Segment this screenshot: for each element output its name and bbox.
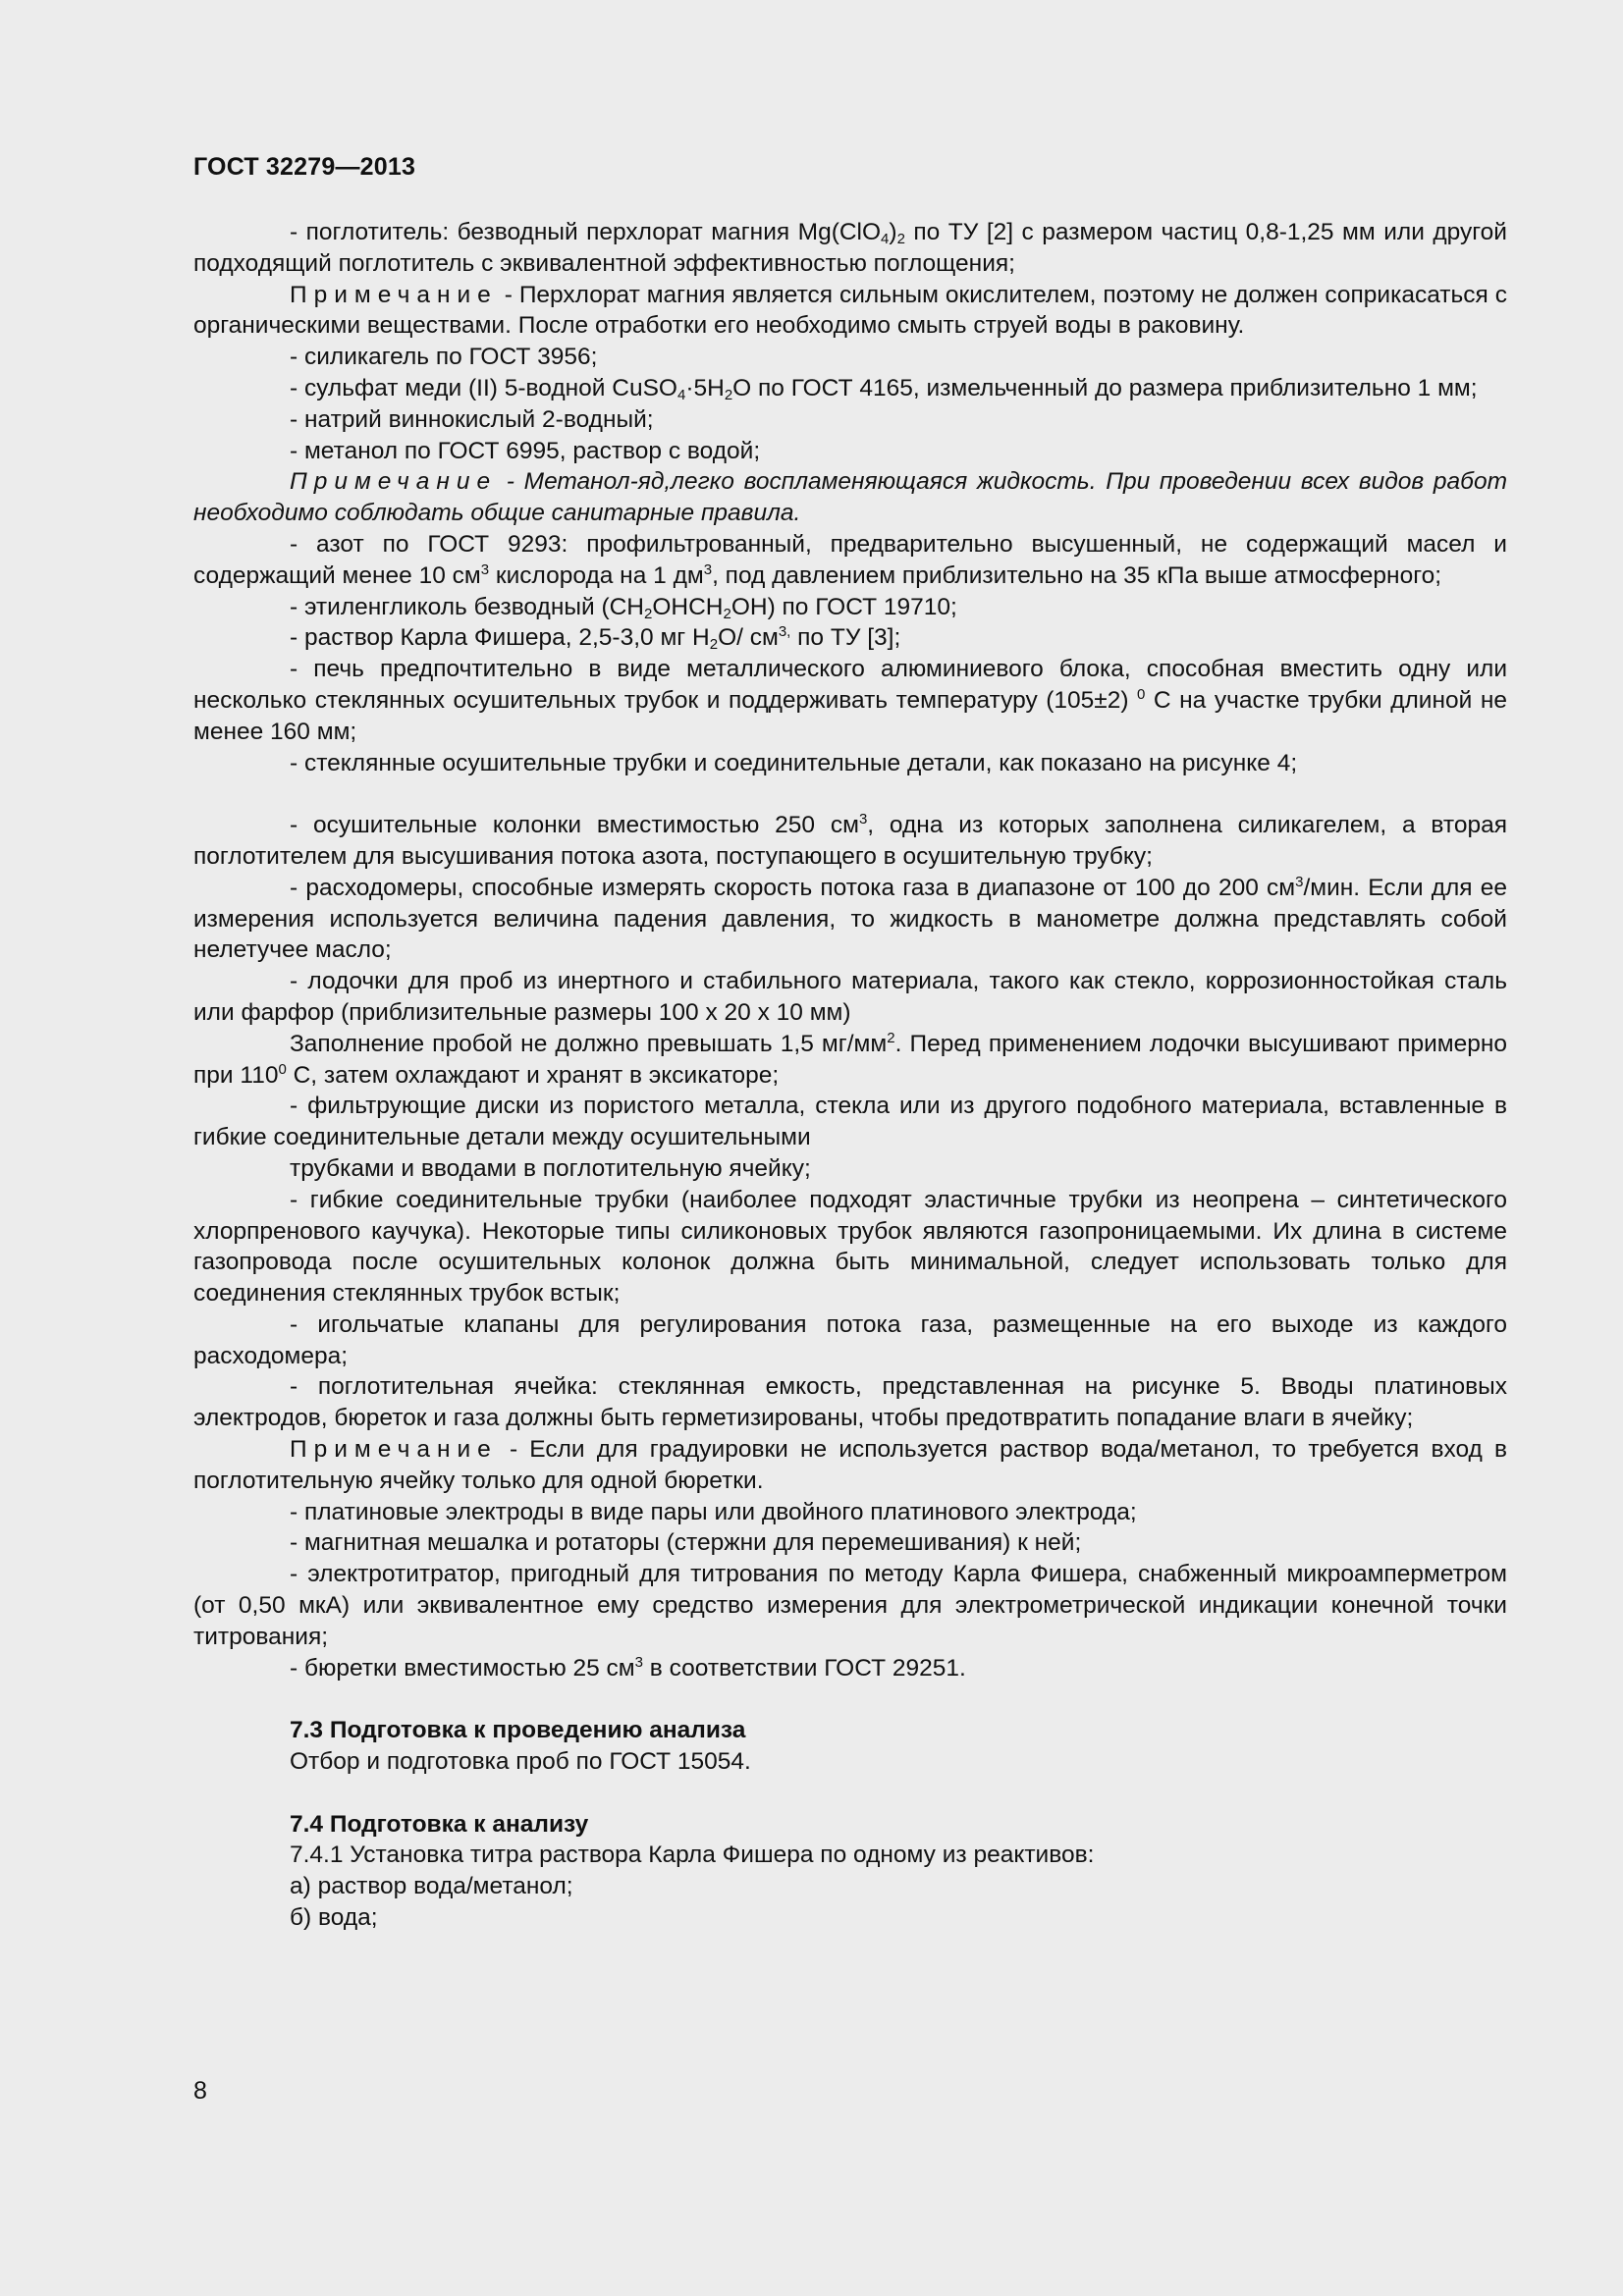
section-7-4-option-b: б) вода;: [290, 1904, 378, 1932]
item-methanol: - метанол по ГОСТ 6995, раствор с водой;: [290, 437, 761, 464]
item-glass-tubes: - стеклянные осушительные трубки и соединительные детали, как показано на рисунке 4;: [290, 749, 1298, 776]
item-flowmeters: - расходомеры, способные измерять скорость потока газа в диапазоне от 100 до 200 $см^3$/мин. Если для ее измерения используется величина падения давления, то жидкость в манометре должна представлять собой нелетучее масло;: [193, 873, 1507, 964]
item-ethylene-glycol: - этиленгликоль безводный $(CH_2OHCH_2OH)$ по ГОСТ 19710;: [290, 593, 957, 622]
item-sodium-tartrate: - натрий виннокислый 2-водный;: [290, 405, 654, 433]
page-body: [193, 217, 1507, 1934]
note-methanol: Примечание - Метанол-яд,легко воспламеняющаяся жидкость. При проведении всех видов работ необходимо соблюдать общие санитарные правила.: [193, 468, 1507, 527]
note-perchlorate: Примечание - Перхлорат магния является сильным окислителем, поэтому не должен соприкасаться с органическими веществами. После отработки его необходимо смыть струей воды в раковину.: [193, 281, 1507, 340]
spacer: [193, 778, 1507, 810]
item-flexible-tubes: - гибкие соединительные трубки (наиболее подходят эластичные трубки из неопрена – синтетического хлорпренового каучука). Некоторые типы силиконовых трубок являются газопроницаемыми. Их длина в системе газопровода после осушительных колонок должна быть минимальной, следует использовать только для соединения стеклянных трубок встык;: [193, 1186, 1507, 1308]
note-burette: Примечание - Если для градуировки не используется раствор вода/метанол, то требуется вход в поглотительную ячейку только для одной бюретки.: [193, 1436, 1507, 1494]
item-fischer-solution: - раствор Карла Фишера, 2,5-3,0 мг $H_2O/$ $см^{3,}$ по ТУ [3];: [290, 623, 901, 654]
item-filter-discs-cont: трубками и вводами в поглотительную ячейку;: [290, 1154, 811, 1182]
note-label: Примечание: [290, 1436, 498, 1464]
item-stirrer: - магнитная мешалка и ротаторы (стержни для перемешивания) к ней;: [290, 1529, 1082, 1557]
item-filter-discs: - фильтрующие диски из пористого металла, стекла или из другого подобного материала, вставленные в гибкие соединительные детали между осушительными: [193, 1093, 1507, 1151]
section-7-3-heading: 7.3 Подготовка к проведению анализа: [290, 1717, 746, 1744]
page-number: 8: [193, 2077, 207, 2105]
item-boats: - лодочки для проб из инертного и стабильного материала, такого как стекло, коррозионностойкая сталь или фарфор (приблизительные размеры 100 х 20 х 10 мм): [193, 968, 1507, 1026]
item-drying-columns: - осушительные колонки вместимостью 250 $см^3$, одна из которых заполнена силикагелем, а вторая поглотителем для высушивания потока азота, поступающего в осушительную трубку;: [193, 811, 1508, 870]
note-label: Примечание: [290, 468, 498, 496]
section-7-4-1: 7.4.1 Установка титра раствора Карла Фишера по одному из реактивов:: [290, 1842, 1095, 1869]
item-copper-sulfate: - сульфат меди (II) 5-водной $CuSO_4\cdot 5H_2O$ по ГОСТ 4165, измельченный до размера приблизительно 1 мм;: [290, 374, 1478, 403]
note-label: Примечание: [290, 281, 498, 308]
item-electrodes: - платиновые электроды в виде пары или двойного платинового электрода;: [290, 1498, 1137, 1525]
item-needle-valves: - игольчатые клапаны для регулирования потока газа, размещенные на его выходе из каждого расходомера;: [193, 1310, 1507, 1369]
item-titrator: - электротитратор, пригодный для титрования по методу Карла Фишера, снабженный микроамперметром (от 0,50 мкА) или эквивалентное ему средство измерения для электрометрической индикации конечной точки титрования;: [193, 1561, 1507, 1650]
item-oven: - печь предпочтительно в виде металлического алюминиевого блока, способная вместить одну или несколько стеклянных осушительных трубок и поддерживать температуру (105±2) $^0$ С на участке трубки длиной не менее 160 мм;: [193, 656, 1507, 745]
item-burettes: - бюретки вместимостью 25 $см^3$ в соответствии ГОСТ 29251.: [290, 1653, 966, 1682]
section-7-4-heading: 7.4 Подготовка к анализу: [290, 1810, 589, 1838]
item-silica: - силикагель по ГОСТ 3956;: [290, 344, 598, 371]
spacer: [193, 1778, 1507, 1809]
document-header: ГОСТ 32279—2013: [193, 153, 416, 181]
item-filling: Заполнение пробой не должно превышать 1,5 $мг/мм^2$. Перед применением лодочки высушивают примерно при $110^0$ С, затем охлаждают и хранят в эксикаторе;: [193, 1029, 1508, 1089]
section-7-4-option-a: а) раствор вода/метанол;: [290, 1873, 573, 1900]
item-absorption-cell: - поглотительная ячейка: стеклянная емкость, представленная на рисунке 5. Вводы платиновых электродов, бюреток и газа должны быть герметизированы, чтобы предотвратить попадание влаги в ячейку;: [193, 1373, 1507, 1432]
section-7-3-text: Отбор и подготовка проб по ГОСТ 15054.: [290, 1748, 751, 1776]
spacer: [193, 1683, 1507, 1715]
item-absorbent: - поглотитель: безводный перхлорат магния $Mg(ClO_4)_2$ по ТУ [2] с размером частиц 0,8-1,25 мм или другой подходящий поглотитель с эквивалентной эффективностью поглощения;: [193, 219, 1507, 277]
item-nitrogen: - азот по ГОСТ 9293: профильтрованный, предварительно высушенный, не содержащий масел и содержащий менее 10 $см^3$ кислорода на 1 $дм^3$, под давлением приблизительно на 35 кПа выше атмосферного;: [193, 530, 1507, 589]
